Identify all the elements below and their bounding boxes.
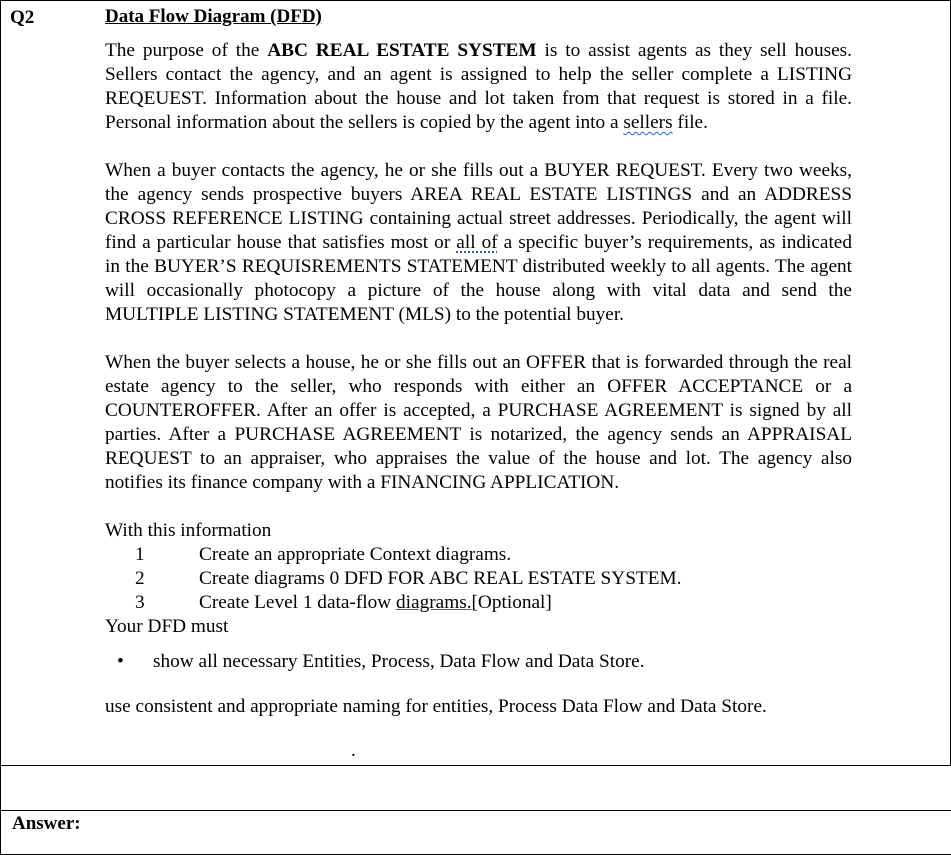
diagrams-link[interactable]: diagrams. bbox=[396, 592, 472, 613]
task-item-2 bbox=[105, 567, 852, 591]
bullet-icon: • bbox=[117, 651, 124, 672]
p1-text-middle: is to assist agents as they sell houses. Sellers contact the agency, and an agent is assigned to help the seller complete a LISTING REQEUEST. Information about the house and lot taken from that request is stored in a file. Personal information about the sellers is copied by the agent into a bbox=[105, 40, 852, 133]
task-intro: With this information bbox=[105, 520, 272, 541]
closing-line: use consistent and appropriate naming for entities, Process Data Flow and Data Store. bbox=[105, 696, 767, 717]
table-divider-1 bbox=[0, 765, 951, 766]
paragraph-2 bbox=[105, 159, 852, 327]
task-number: 3 bbox=[135, 592, 145, 613]
paragraph-1 bbox=[105, 39, 852, 135]
answer-label: Answer: bbox=[12, 813, 81, 834]
p1-text-start: The purpose of the bbox=[105, 40, 268, 61]
task-number: 2 bbox=[135, 568, 145, 589]
stray-dot: . bbox=[351, 740, 356, 761]
task-optional: [Optional] bbox=[471, 592, 552, 613]
table-border-left bbox=[0, 0, 1, 855]
paragraph-3: When the buyer selects a house, he or she fills out an OFFER that is forwarded through the real estate agency to the seller, who responds with either an OFFER ACCEPTANCE or a COUNTEROFFER. After an offer is accepted, a PURCHASE AGREEMENT is signed by all parties. After a PURCHASE AGREEMENT is notarized, the agency sends an APPRAISAL REQUEST to an appraiser, who appraises the value of the house and lot. The agency also notifies its finance company with a FINANCING APPLICATION. bbox=[105, 352, 852, 493]
question-label: Q2 bbox=[10, 7, 35, 28]
p1-text-end: file. bbox=[672, 112, 708, 133]
table-border-top bbox=[0, 0, 951, 1]
task-list bbox=[105, 543, 852, 615]
task-text: Create an appropriate Context diagrams. bbox=[199, 544, 512, 565]
task-text: Create diagrams 0 DFD FOR ABC REAL ESTATE SYSTEM. bbox=[199, 568, 682, 589]
grammar-underline-all-of: all of bbox=[456, 232, 498, 253]
task-item-1 bbox=[105, 543, 852, 567]
bullet-text: show all necessary Entities, Process, Data Flow and Data Store. bbox=[153, 651, 645, 672]
bullet-item bbox=[105, 650, 852, 674]
task-number: 1 bbox=[135, 544, 145, 565]
spellcheck-underline-sellers: sellers bbox=[623, 112, 673, 133]
table-divider-2 bbox=[0, 810, 951, 811]
p2-text-end: a specific buyer’s requirements, as indicated in the BUYER’S REQUISREMENTS STATEMENT distributed weekly to all agents. The agent will occasionally photocopy a picture of the house along with vital data and send the MULTIPLE LISTING STATEMENT (MLS) to the potential buyer. bbox=[105, 232, 853, 325]
task-item-3 bbox=[105, 591, 852, 615]
question-heading: Data Flow Diagram (DFD) bbox=[105, 6, 322, 27]
must-line: Your DFD must bbox=[105, 616, 229, 637]
p2-text-start: When a buyer contacts the agency, he or she fills out a BUYER REQUEST. Every two weeks, the agency sends prospective buyers AREA REAL ESTATE LISTINGS and an ADDRESS CROSS REFERENCE LISTING containing actual street addresses. Periodically, the agent will find a particular house that satisfies most or bbox=[105, 160, 852, 253]
question-content bbox=[105, 5, 852, 719]
task-text: Create Level 1 data-flow bbox=[199, 592, 397, 613]
system-name: ABC REAL ESTATE SYSTEM bbox=[267, 40, 537, 61]
